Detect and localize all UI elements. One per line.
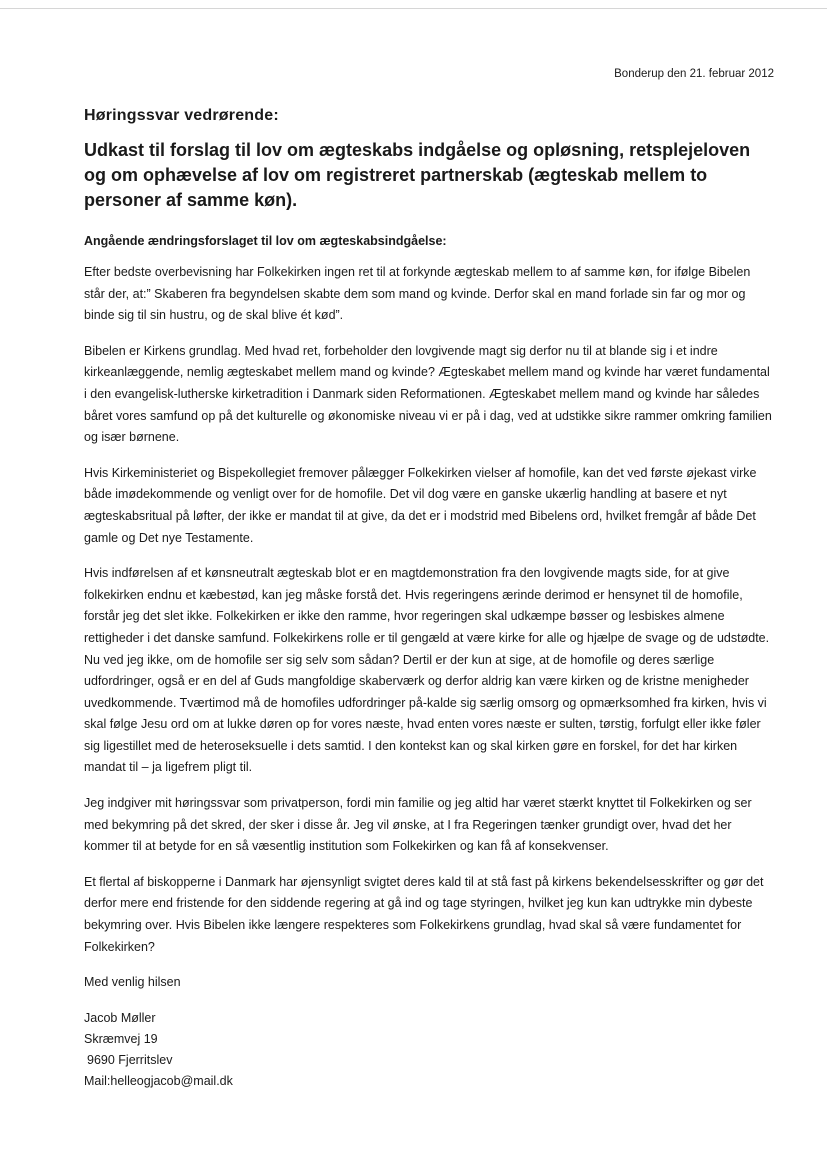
closing: Med venlig hilsen [84, 975, 181, 990]
scan-edge-line [0, 8, 827, 9]
heading-title: Udkast til forslag til lov om ægteskabs indgåelse og opløsning, retsplejeloven og om ophævelse af lov om registreret partnerskab (ægteskab mellem to personer af samme køn). [84, 140, 751, 210]
signature-block [84, 1008, 774, 1092]
signature-city: 9690 Fjerritslev [87, 1052, 173, 1067]
paragraph: Hvis Kirkeministeriet og Bispekollegiet fremover pålægger Folkekirken vielser af homofile, kan det ved første øjekast virke både imødekommende og venligt over for de homofile. Det vil dog være en ganske ukærlig handling at basere et nyt ægteskabsritual på løfter, der ikke er mandat til at give, da det er i modstrid med Bibelens ord, hvilket fremgår af både Det gamle og Det nye Testamente. [84, 465, 757, 545]
paragraph: Et flertal af biskopperne i Danmark har øjensynligt svigtet deres kald til at stå fast på kirkens bekendelsesskrifter og gør det derfor mere end fristende for den siddende regering at gå ind og tage styringen, hvilket jeg kun kan udtrykke min dybeste bekymring over. Hvis Bibelen ikke længere respekteres som Folkekirkens grundlag, hvad skal så være fundamentet for Folkekirken? [84, 874, 764, 954]
paragraph: Bibelen er Kirkens grundlag. Med hvad ret, forbeholder den lovgivende magt sig derfor nu til at blande sig i et indre kirkeanlæggende, nemlig ægteskabet mellem mand og kvinde? Ægteskabet mellem mand og kvinde har været fundamental i den evangelisk-lutherske kirketradition i Danmark siden Reformationen. Ægteskabet mellem mand og kvinde har således båret vores samfund op på det kulturelle og økonomiske niveau vi er på i dag, ved at udstikke sikre rammer omkring familien og især børnene. [84, 343, 772, 445]
paragraph: Efter bedste overbevisning har Folkekirken ingen ret til at forkynde ægteskab mellem to af samme køn, for ifølge Bibelen står der, at:” Skaberen fra begyndelsen skabte dem som mand og kvinde. Derfor skal en mand forlade sin far og mor og binde sig til sin hustru, og de skal blive ét kød”. [84, 265, 751, 323]
signature-email: Mail:helleogjacob@mail.dk [84, 1073, 233, 1088]
subheading: Angående ændringsforslaget til lov om ægteskabsindgåelse: [84, 234, 447, 248]
heading-label: Høringssvar vedrørende: [84, 107, 279, 124]
date-line: Bonderup den 21. februar 2012 [614, 68, 774, 80]
signature-name: Jacob Møller [84, 1010, 156, 1025]
signature-street: Skræmvej 19 [84, 1031, 158, 1046]
letter-body [84, 262, 774, 1092]
paragraph: Jeg indgiver mit høringssvar som privatperson, fordi min familie og jeg altid har været stærkt knyttet til Folkekirken og ser med bekymring på det skred, der sker i disse år. Jeg vil ønske, at I fra Regeringen tænker grundigt over, hvad det her kommer til at betyde for en så væsentlig institution som Folkekirken og kan få af konsekvenser. [84, 796, 752, 854]
paragraph: Hvis indførelsen af et kønsneutralt ægteskab blot er en magtdemonstration fra den lovgivende magts side, for at give folkekirken endnu et kæbestød, kan jeg måske forstå det. Hvis regeringens ærinde derimod er hensynet til de homofile, forstår jeg det slet ikke. Folkekirken er ikke den ramme, hvor regeringen skal udkæmpe bøsser og lesbiskes almene rettigheder i det danske samfund. Folkekirkens rolle er til gengæld at være kirke for alle og hjælpe de svage og de udstødte. Nu ved jeg ikke, om de homofile ser sig selv som sådan? Dertil er der kun at sige, at de homofile og deres særlige udfordringer, også er en del af Guds mangfoldige skaberværk og derfor aldrig kan være kirken og de kristne menigheder uvedkommende. Tværtimod må de homofiles udfordringer på-kalde sig særlig omsorg og opmærksomhed fra kirken, hvis vi skal følge Jesu ord om at lukke døren op for vores næste, hvad enten vores næste er sulten, tørstig, forfulgt eller ikke føler sig ligestillet med de heteroseksuelle i dets samtid. I den kontekst kan og skal kirken gøre en forskel, for det har kirken mandat til – ja ligefrem pligt til. [84, 566, 770, 775]
